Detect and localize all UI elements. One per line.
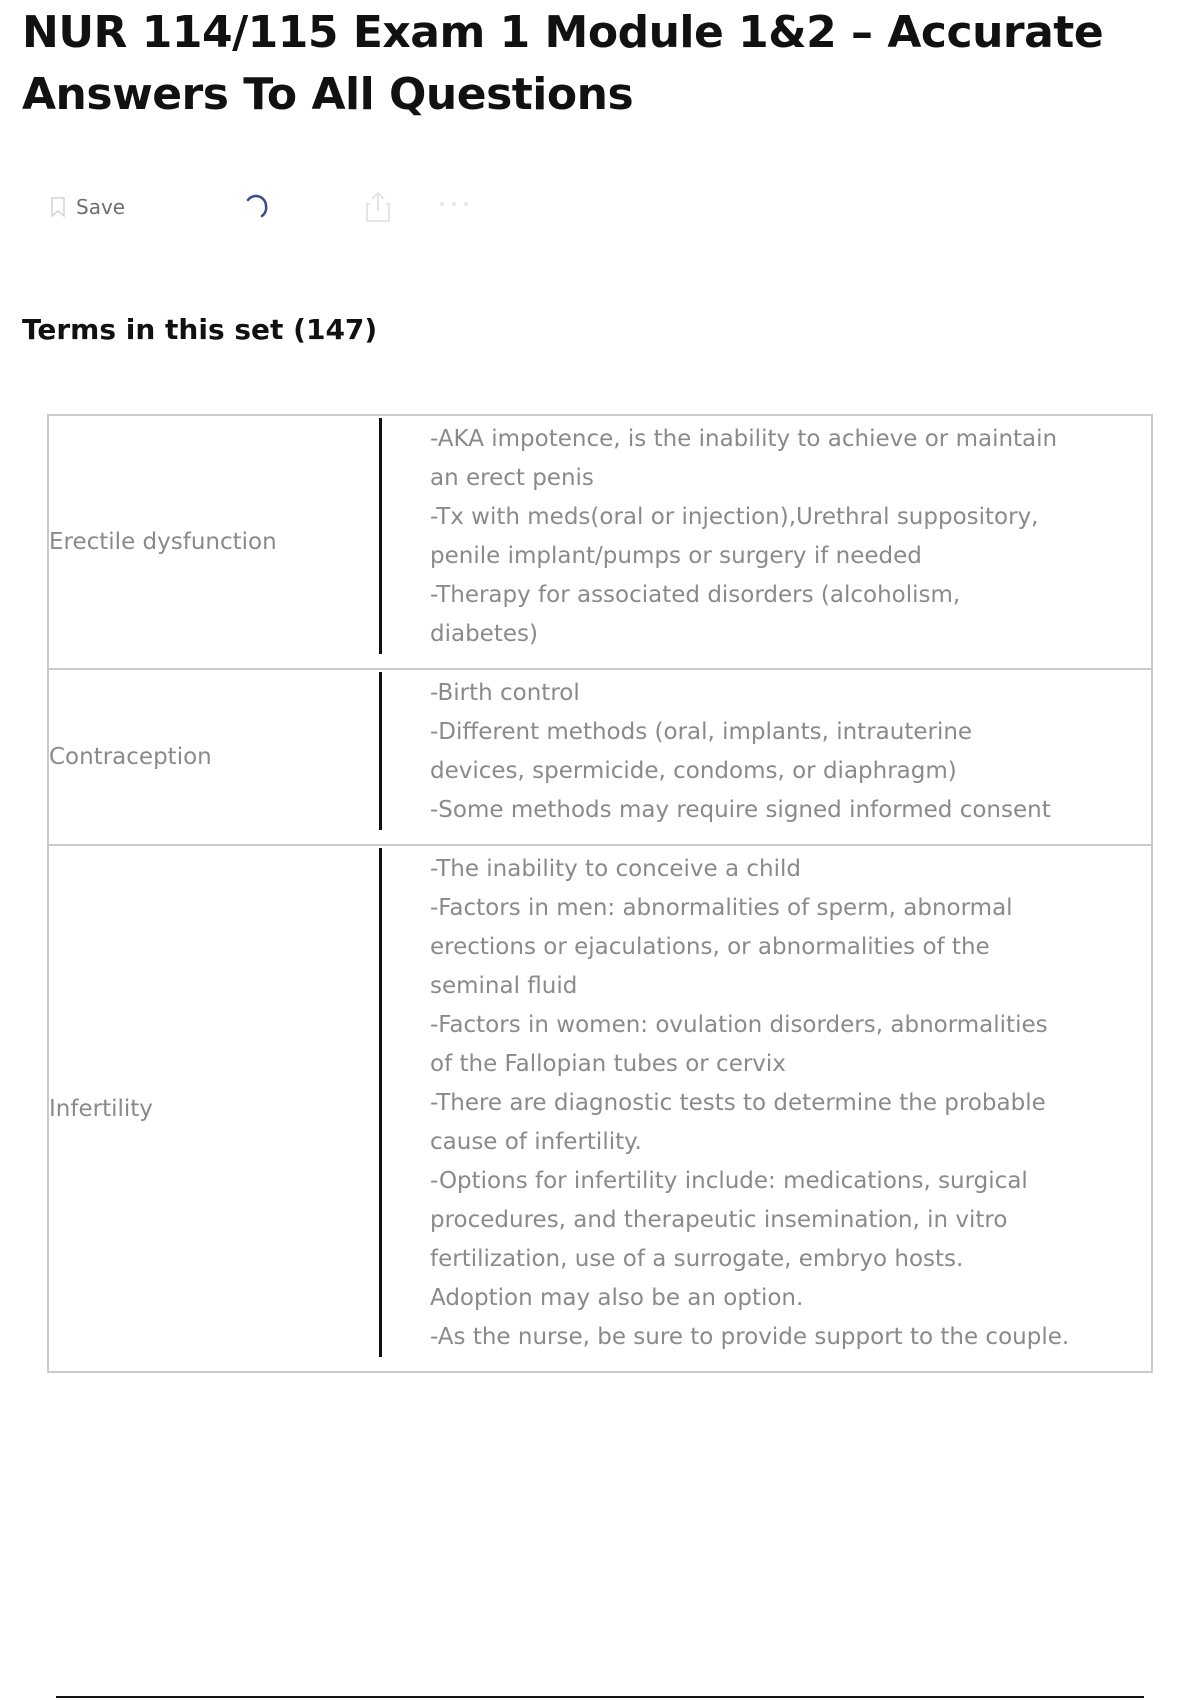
term-word: Erectile dysfunction bbox=[49, 529, 277, 555]
save-button[interactable] bbox=[50, 192, 125, 222]
term-word: Infertility bbox=[49, 1095, 153, 1122]
definition-line: -Birth control bbox=[430, 680, 580, 706]
definition-line: -There are diagnostic tests to determine the probable cause of infertility. bbox=[430, 1090, 1046, 1155]
definition-line: -The inability to conceive a child bbox=[430, 856, 802, 882]
term-definition bbox=[430, 846, 1070, 1371]
term-divider bbox=[379, 848, 382, 1357]
term-word: Contraception bbox=[49, 744, 212, 770]
save-label: Save bbox=[76, 195, 126, 219]
definition-line: -Options for infertility include: medications, surgical procedures, and therapeutic insemination, in vitro fertilization, use of a surrogate, embryo hosts. Adoption may also be an option. bbox=[430, 1168, 1028, 1311]
terms-list bbox=[47, 414, 1153, 1373]
definition-line: -Some methods may require signed informed consent bbox=[430, 797, 1051, 823]
definition-line: -AKA impotence, is the inability to achieve or maintain an erect penis bbox=[430, 426, 1058, 491]
term-divider bbox=[379, 672, 382, 830]
terms-count-heading: Terms in this set (147) bbox=[22, 313, 378, 346]
definition-line: -Factors in men: abnormalities of sperm, abnormal erections or ejaculations, or abnormalities of the seminal fluid bbox=[430, 895, 1013, 999]
term-divider bbox=[379, 418, 382, 654]
share-icon[interactable] bbox=[364, 191, 392, 223]
term-definition bbox=[430, 416, 1070, 668]
more-icon[interactable] bbox=[436, 194, 472, 214]
definition-line: -Tx with meds(oral or injection),Urethral suppository, penile implant/pumps or surgery if needed bbox=[430, 504, 1039, 569]
definition-line: -As the nurse, be sure to provide support to the couple. bbox=[430, 1324, 1070, 1350]
definition-line: -Factors in women: ovulation disorders, abnormalities of the Fallopian tubes or cervix bbox=[430, 1012, 1048, 1077]
loading-spinner-icon bbox=[242, 192, 272, 222]
bookmark-icon bbox=[50, 197, 66, 217]
term-row bbox=[47, 844, 1153, 1373]
term-row bbox=[47, 414, 1153, 670]
page-title: NUR 114/115 Exam 1 Module 1&2 – Accurate Answers To All Questions bbox=[22, 7, 1104, 120]
footer-divider bbox=[56, 1696, 1144, 1698]
term-definition bbox=[430, 670, 1070, 844]
definition-line: -Different methods (oral, implants, intrauterine devices, spermicide, condoms, or diaphragm) bbox=[430, 719, 973, 784]
term-row bbox=[47, 668, 1153, 846]
study-set-toolbar bbox=[50, 188, 510, 228]
definition-line: -Therapy for associated disorders (alcoholism, diabetes) bbox=[430, 582, 961, 647]
